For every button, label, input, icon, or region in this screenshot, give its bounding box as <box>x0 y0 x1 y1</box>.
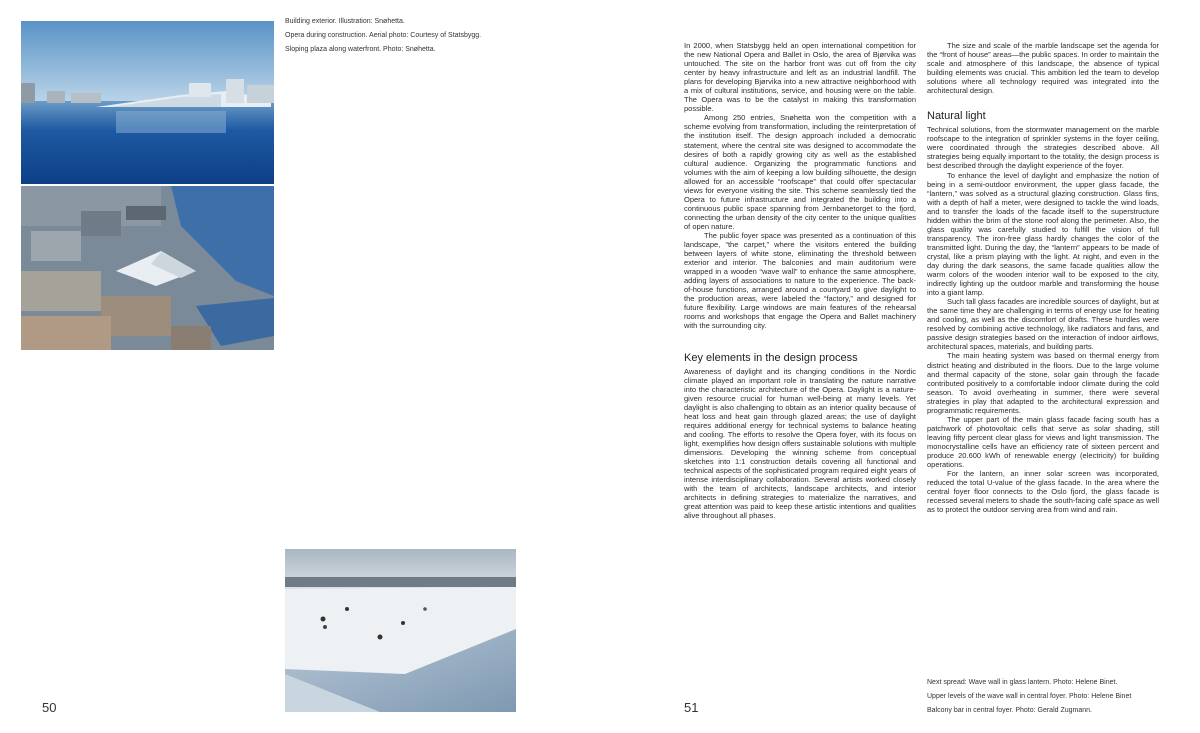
paragraph-daylight: Awareness of daylight and its changing conditions in the Nordic climate played an important role in translating the nature narrative into the characteristic architecture of the Opera. Daylight is a nature-given resource crucial for human well-being at many levels. Yet daylight is also challenging to obtain as an interior quality because of heat loss and heat gain through glazed areas; the use of daylight requires additional energy for technical systems to balance heating and cooling. The efforts to resolve the Opera foyer, with its focus on light, exemplifies how design offers sustainable solutions with multiple dimensions. Developing the winning scheme from conceptual sketches into 1:1 construction details covering all functional and technical aspects of the sophisticated program required eight years of intense interdisciplinary collaboration. Several artists worked closely with the team of architects, landscape architects, and interior architects in defining strategies to materialize the narratives, and great attention was paid to keep these artistic intentions and qualities alive throughout all phases. <box>684 366 916 521</box>
building-exterior-illustration <box>21 21 274 184</box>
body-column-1 <box>684 41 916 520</box>
caption-upper-levels: Upper levels of the wave wall in central foyer. Photo: Helene Binet <box>927 693 1132 700</box>
page-number-right: 51 <box>684 700 699 715</box>
heading-key-elements: Key elements in the design process <box>684 351 858 364</box>
sloping-plaza-photo <box>285 549 516 712</box>
paragraph-glass-facades: Such tall glass facades are incredible sources of daylight, but at the same time they are challenging in terms of energy use for heating and cooling, as well as the discomfort of drafts. These hurdles were resolved by combining active technology, like radiators and fans, and passive design strategies based on the interaction of indoor airflows, architectural spaces, materials, and building parts. <box>927 297 1159 352</box>
paragraph-intro: In 2000, when Statsbygg held an open international competition for the new National Opera and Ballet in Oslo, the area of Bjørvika was untouched. The site on the harbor front was cut off from the city center by heavy infrastructure and left as an industrial landfill. The plans for developing Bjørvika into a new attractive neighborhood with a mix of cultural institutions, service, and housing were on the table. The Opera was to be the catalyst in making this transformation possible. <box>684 41 916 114</box>
heading-natural-light: Natural light <box>927 110 986 123</box>
paragraph-marble-landscape: The size and scale of the marble landscape set the agenda for the “front of house” areas—the public spaces. In order to maintain the scale and atmosphere of this landscape, the absence of typical building elements was crucial. This ambition led the team to develop solutions where all technology required was integrated into the architectural design. <box>927 41 1159 96</box>
caption-building-exterior: Building exterior. Illustration: Snøhetta. <box>285 18 405 25</box>
aerial-construction-photo <box>21 186 274 350</box>
paragraph-heating: The main heating system was based on thermal energy from district heating and distributed in the floors. Due to the large volume and thermal capacity of the stone, solar gain through the facade contributed positively to a comfortable indoor climate during the cold season. To avoid overheating in summer, there were several strategies in play that adapted to the architectural expression and programmatic requirements. <box>927 351 1159 415</box>
paragraph-lantern: To enhance the level of daylight and emphasize the notion of being in a semi-outdoor environment, the upper glass facade, the “lantern,” was solved as a structural glazing construction. Glass fins, with a depth of half a meter, were designed to tackle the wind loads, and to transfer the loads of the facade itself to the superstructure hidden within the brim of the stone roof along the perimeter. Also, the glass quality was carefully studied to fulfill the vision of full transparency. The iron-free glass hardly changes the color of the transmitted light. During the day, the “lantern” appears to be made of crystal, like a prism playing with the light. At night, and even in the day during the dark seasons, the same facade qualities allow the warm colors of the wooden interior wall to be exposed to the city, indirectly lighting up the outdoor marble and transforming the house into a giant lamp. <box>927 170 1159 298</box>
caption-next-spread: Next spread: Wave wall in glass lantern. Photo: Helene Binet. <box>927 679 1118 686</box>
paragraph-public-foyer: The public foyer space was presented as a continuation of this landscape, “the carpet,” where the visitors entered the building between layers of white stone, eliminating the threshold between exterior and interior. The balconies and main auditorium were wrapped in a wooden “wave wall” to enhance the same atmosphere, adding layers of associations to nature to the experience. The back-of-house functions, arranged around a courtyard to give daylight to the production areas, were labeled the “factory,” and designed for future flexibility. Large windows are main features of the rehearsal rooms and workshops that engage the Opera and Ballet machinery with the surrounding city. <box>684 230 916 331</box>
paragraph-competition: Among 250 entries, Snøhetta won the competition with a scheme evolving from transformation, including the reinterpretation of the institution itself. The design approach included a democratic statement, where the central site was designed to accommodate the desires of both a rapidly growing city as well as the established cultural audience. Organizing the programmatic functions and volumes with the aim of keeping a low building silhouette, the design allowed for an accessible “roofscape” that could offer spectacular views for everyone visiting the site. This scheme seamlessly tied the Opera to future infrastructure and integrated the building into a continuous public space spanning from Jernbanetorget to the fjord, connecting the urban density of the city center to the unique qualities of open nature. <box>684 113 916 231</box>
caption-plaza: Sloping plaza along waterfront. Photo: Snøhetta. <box>285 46 436 53</box>
paragraph-solar-screen: For the lantern, an inner solar screen was incorporated, reduced the total U-value of the glass facade. In the area where the central foyer floor connects to the Oslo fjord, the glass facade is recessed several meters to shade the south-facing café space as well as to protect the outdoor serving area from wind and rain. <box>927 469 1159 515</box>
caption-aerial: Opera during construction. Aerial photo: Courtesy of Statsbygg. <box>285 32 482 39</box>
caption-balcony-bar: Balcony bar in central foyer. Photo: Gerald Zugmann. <box>927 707 1092 714</box>
page-number-left: 50 <box>42 700 57 715</box>
paragraph-technical-solutions: Technical solutions, from the stormwater management on the marble roofscape to the integration of sprinkler systems in the foyer ceiling, were coordinated through the strategies described above. All strategies being equally important to the totality, the design process is best described through the daylight experience of the foyer. <box>927 125 1159 171</box>
paragraph-photovoltaic: The upper part of the main glass facade facing south has a patchwork of photovoltaic cells that serve as solar shading, still leaving fifty percent clear glass for views and light transmission. The monocrystalline cells have an efficiency rate of sixteen percent and produce 20.600 kWh of renewable energy (electricity) for building operations. <box>927 414 1159 470</box>
body-column-2 <box>927 41 1159 514</box>
